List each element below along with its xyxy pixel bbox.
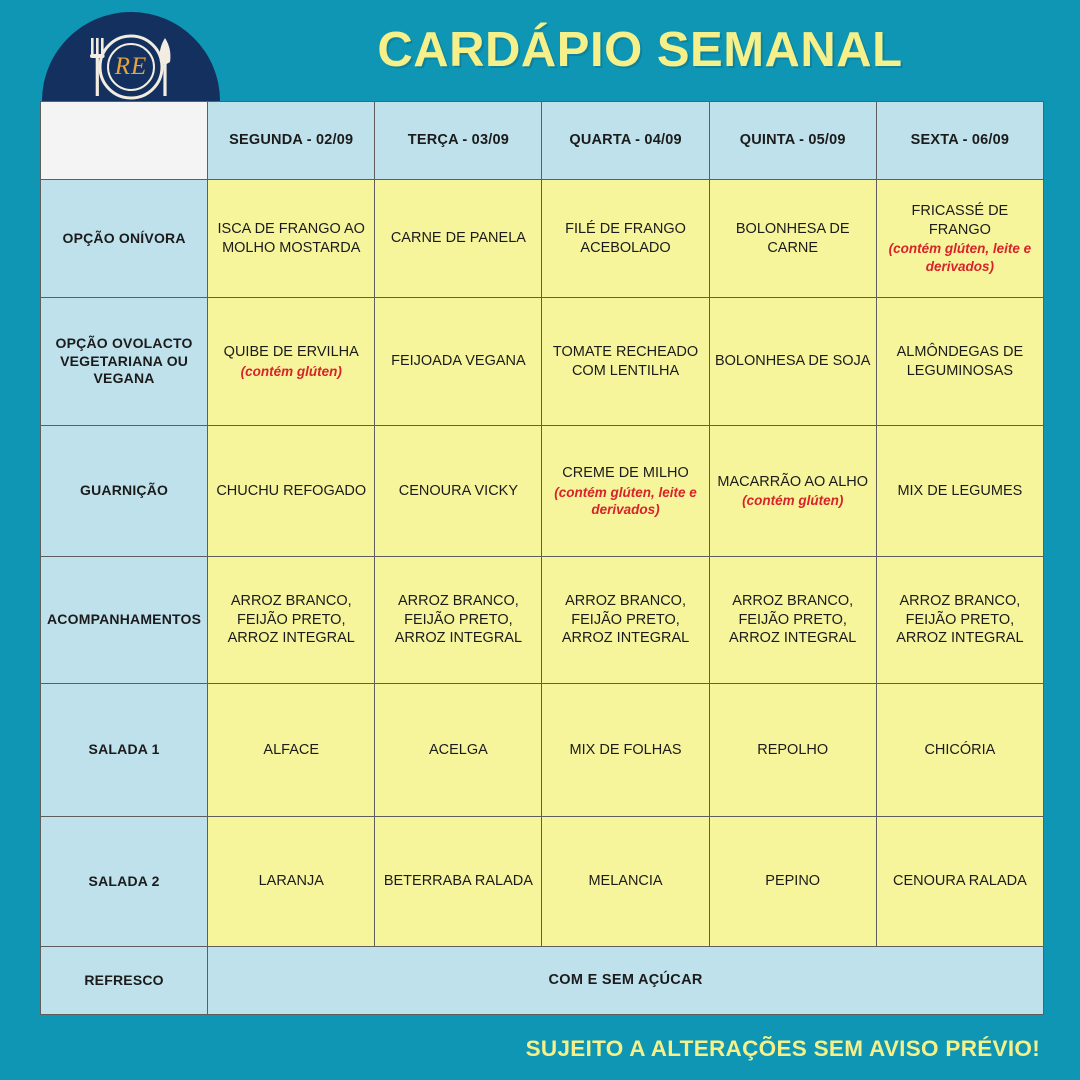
menu-item-text: REPOLHO — [757, 741, 829, 758]
day-header-sexta: SEXTA - 06/09 — [876, 102, 1043, 180]
menu-cell — [208, 684, 375, 817]
allergen-warning: (contém glúten) — [742, 493, 844, 509]
row-label-refresco: REFRESCO — [41, 947, 208, 1015]
menu-item-text: ARROZ BRANCO, FEIJÃO PRETO, ARROZ INTEGRAL — [227, 593, 355, 647]
menu-item-text: MIX DE LEGUMES — [897, 482, 1023, 499]
table-row — [41, 684, 1044, 817]
table-corner-cell — [41, 102, 208, 180]
menu-cell — [542, 557, 709, 684]
menu-item-text: CARNE DE PANELA — [390, 230, 526, 247]
day-header-quinta: QUINTA - 05/09 — [709, 102, 876, 180]
menu-cell — [208, 817, 375, 947]
menu-cell — [208, 557, 375, 684]
menu-cell — [709, 557, 876, 684]
menu-item-text: MELANCIA — [588, 873, 663, 890]
menu-item-text: ALMÔNDEGAS DE LEGUMINOSAS — [896, 343, 1024, 379]
menu-item-text: PEPINO — [765, 873, 821, 890]
table-row — [41, 557, 1044, 684]
menu-item-text: ARROZ BRANCO, FEIJÃO PRETO, ARROZ INTEGRAL — [896, 593, 1024, 647]
menu-item-text: QUIBE DE ERVILHA — [223, 344, 359, 361]
menu-item-text: CHICÓRIA — [924, 741, 996, 758]
allergen-warning: (contém glúten) — [240, 363, 342, 379]
menu-cell — [876, 557, 1043, 684]
allergen-warning: (contém glúten, leite e derivados) — [554, 484, 697, 517]
menu-item-text: CENOURA RALADA — [893, 873, 1027, 890]
table-header-row — [41, 102, 1044, 180]
menu-item-text: ALFACE — [263, 741, 320, 758]
menu-item-text: MACARRÃO AO ALHO — [717, 473, 869, 490]
menu-item-text: BOLONHESA DE CARNE — [735, 220, 850, 256]
table-row — [41, 426, 1044, 557]
menu-item-text: MIX DE FOLHAS — [569, 741, 682, 758]
menu-cell — [375, 298, 542, 426]
menu-cell — [709, 426, 876, 557]
menu-item-text: TOMATE RECHEADO COM LENTILHA — [552, 343, 699, 379]
menu-cell — [542, 684, 709, 817]
row-label-acompanhamentos: ACOMPANHAMENTOS — [41, 557, 208, 684]
menu-cell — [876, 817, 1043, 947]
day-header-segunda: SEGUNDA - 02/09 — [208, 102, 375, 180]
menu-item-text: CREME DE MILHO — [562, 464, 689, 481]
row-label-onivora: OPÇÃO ONÍVORA — [41, 180, 208, 298]
fork-icon — [90, 38, 105, 96]
refresco-value: COM E SEM AÇÚCAR — [208, 947, 1044, 1015]
menu-cell — [375, 817, 542, 947]
menu-item-text: FILÉ DE FRANGO ACEBOLADO — [565, 220, 686, 256]
menu-cell — [208, 426, 375, 557]
menu-cell — [375, 684, 542, 817]
logo-initials: RE — [114, 53, 148, 80]
menu-cell — [542, 180, 709, 298]
menu-item-text: ARROZ BRANCO, FEIJÃO PRETO, ARROZ INTEGRAL — [394, 593, 523, 647]
menu-item-text: BETERRABA RALADA — [383, 873, 533, 890]
row-label-guarnicao: GUARNIÇÃO — [41, 426, 208, 557]
allergen-warning: (contém glúten, leite e derivados) — [888, 241, 1032, 274]
footer-note: SUJEITO A ALTERAÇÕES SEM AVISO PRÉVIO! — [525, 1036, 1040, 1061]
menu-item-text: FEIJOADA VEGANA — [391, 353, 526, 370]
menu-cell — [542, 426, 709, 557]
menu-cell — [709, 684, 876, 817]
menu-cell — [876, 298, 1043, 426]
menu-item-text: ARROZ BRANCO, FEIJÃO PRETO, ARROZ INTEGRAL — [561, 593, 690, 647]
day-header-quarta: QUARTA - 04/09 — [542, 102, 709, 180]
menu-cell — [876, 426, 1043, 557]
menu-cell — [876, 180, 1043, 298]
menu-cell — [876, 684, 1043, 817]
row-label-vegetariana: OPÇÃO OVOLACTO VEGETARIANA OU VEGANA — [41, 298, 208, 426]
menu-cell — [375, 557, 542, 684]
day-header-terca: TERÇA - 03/09 — [375, 102, 542, 180]
menu-item-text: BOLONHESA DE SOJA — [714, 353, 871, 370]
menu-cell — [709, 817, 876, 947]
menu-cell — [375, 426, 542, 557]
menu-cell — [542, 298, 709, 426]
table-row — [41, 817, 1044, 947]
menu-item-text: ARROZ BRANCO, FEIJÃO PRETO, ARROZ INTEGRAL — [729, 593, 857, 647]
menu-cell — [709, 298, 876, 426]
row-label-salada-1: SALADA 1 — [41, 684, 208, 817]
menu-item-text: ISCA DE FRANGO AO MOLHO MOSTARDA — [217, 220, 365, 256]
menu-cell — [375, 180, 542, 298]
row-label-salada-2: SALADA 2 — [41, 817, 208, 947]
page-title: CARDÁPIO SEMANAL — [377, 23, 903, 77]
menu-cell — [542, 817, 709, 947]
table-row — [41, 947, 1044, 1015]
menu-item-text: FRICASSÉ DE FRANGO — [911, 203, 1009, 238]
menu-item-text: CHUCHU REFOGADO — [216, 482, 367, 499]
menu-cell — [208, 298, 375, 426]
table-row — [41, 298, 1044, 426]
menu-item-text: ACELGA — [428, 741, 488, 758]
menu-cell — [709, 180, 876, 298]
logo-cutlery-icons — [70, 30, 192, 104]
menu-item-text: LARANJA — [258, 873, 324, 890]
table-row — [41, 180, 1044, 298]
weekly-menu-table — [40, 101, 1044, 1015]
menu-item-text: CENOURA VICKY — [398, 482, 519, 499]
menu-cell — [208, 180, 375, 298]
